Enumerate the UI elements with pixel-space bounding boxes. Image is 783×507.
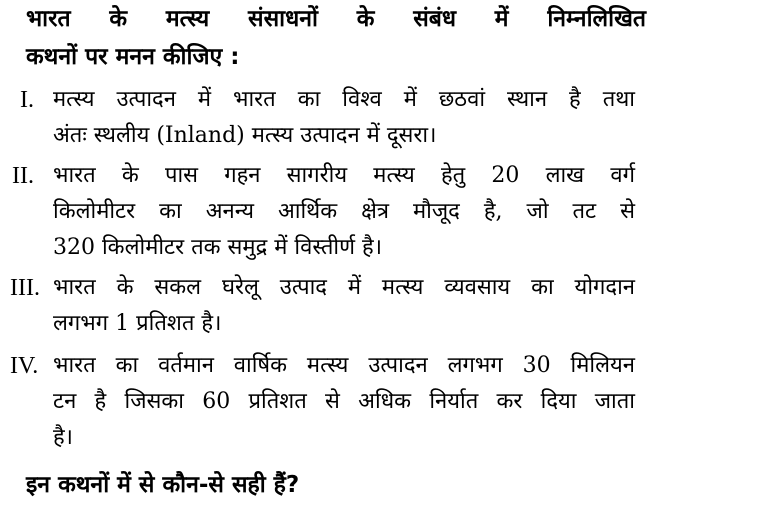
statement-number: II. bbox=[12, 163, 34, 189]
statement-line: किलोमीटर का अनन्य आर्थिक क्षेत्र मौजूद है, जो तट से bbox=[53, 199, 635, 224]
statement-number: IV. bbox=[10, 353, 39, 379]
statement-line: मत्स्य उत्पादन में भारत का विश्व में छठवां स्थान है तथा bbox=[53, 87, 635, 112]
statement-line: लगभग 1 प्रतिशत है। bbox=[53, 311, 222, 336]
statement-line: है। bbox=[53, 425, 74, 450]
statement-line: भारत के सकल घरेलू उत्पाद में मत्स्य व्यवसाय का योगदान bbox=[53, 275, 635, 300]
question-intro-line-1: भारत के मत्स्य संसाधनों के संबंध में निम्नलिखित bbox=[26, 6, 646, 32]
statement-line: अंतः स्थलीय (Inland) मत्स्य उत्पादन में दूसरा। bbox=[53, 123, 437, 148]
statement-line: भारत का वर्तमान वार्षिक मत्स्य उत्पादन लगभग 30 मिलियन bbox=[53, 353, 635, 378]
statement-number: I. bbox=[20, 87, 34, 113]
question-intro-line-2: कथनों पर मनन कीजिए : bbox=[26, 44, 240, 70]
statement-line: टन है जिसका 60 प्रतिशत से अधिक निर्यात कर दिया जाता bbox=[53, 389, 635, 414]
question-prompt: इन कथनों में से कौन-से सही हैं? bbox=[26, 472, 300, 498]
statement-line: भारत के पास गहन सागरीय मत्स्य हेतु 20 लाख वर्ग bbox=[53, 163, 635, 188]
statement-line: 320 किलोमीटर तक समुद्र में विस्तीर्ण है। bbox=[53, 235, 383, 260]
statement-number: III. bbox=[10, 275, 40, 301]
